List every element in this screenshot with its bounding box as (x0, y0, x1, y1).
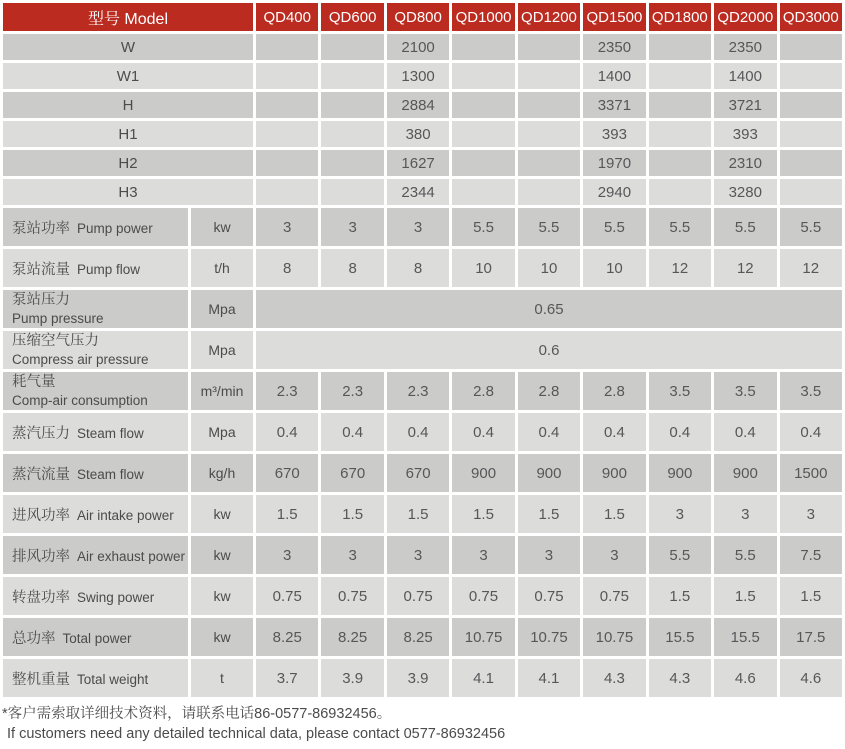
value-cell: 1.5 (387, 495, 449, 533)
spec-label-zh: 耗气量 (12, 373, 56, 390)
spec-label-zh: 进风功率 (12, 507, 70, 524)
value-cell: 1.5 (714, 577, 776, 615)
dimension-value-cell (518, 34, 580, 60)
value-cell: 1.5 (321, 495, 383, 533)
spec-label-en: Steam flow (77, 425, 144, 441)
value-cell: 4.3 (649, 659, 711, 697)
dimension-value-cell (780, 179, 843, 205)
value-cell: 3 (256, 536, 318, 574)
dimension-value-cell (780, 63, 843, 89)
value-cell: 1.5 (518, 495, 580, 533)
spec-label-en: Swing power (77, 589, 155, 605)
dimension-value-cell: 1400 (714, 63, 776, 89)
value-cell: 0.75 (256, 577, 318, 615)
value-cell: 5.5 (583, 208, 645, 246)
dimension-value-cell: 2344 (387, 179, 449, 205)
spec-label-en: Comp-air consumption (12, 392, 148, 408)
spec-row (3, 290, 842, 328)
dimension-value-cell: 2884 (387, 92, 449, 118)
dimension-value-cell: 1627 (387, 150, 449, 176)
model-column-header: QD2000 (714, 3, 776, 31)
model-column-header: QD1800 (649, 3, 711, 31)
value-cell: 12 (714, 249, 776, 287)
dimension-row (3, 63, 842, 89)
merged-value-cell: 0.6 (256, 331, 842, 369)
value-cell: 10.75 (583, 618, 645, 656)
value-cell: 0.4 (518, 413, 580, 451)
dimension-value-cell (256, 150, 318, 176)
value-cell: 4.1 (518, 659, 580, 697)
value-cell: 5.5 (714, 208, 776, 246)
model-column-header: QD3000 (780, 3, 843, 31)
spec-row (3, 208, 842, 246)
dimension-value-cell (452, 63, 514, 89)
spec-label (3, 536, 188, 574)
value-cell: 0.4 (714, 413, 776, 451)
value-cell: 0.4 (387, 413, 449, 451)
unit-cell: kw (191, 495, 253, 533)
dimension-row (3, 34, 842, 60)
value-cell: 5.5 (649, 536, 711, 574)
spec-row (3, 331, 842, 369)
merged-value-cell: 0.65 (256, 290, 842, 328)
value-cell: 3.9 (387, 659, 449, 697)
value-cell: 3 (780, 495, 843, 533)
value-cell: 17.5 (780, 618, 843, 656)
value-cell: 15.5 (649, 618, 711, 656)
value-cell: 1.5 (452, 495, 514, 533)
value-cell: 1.5 (583, 495, 645, 533)
spec-label (3, 454, 188, 492)
value-cell: 0.75 (583, 577, 645, 615)
value-cell: 3 (387, 208, 449, 246)
spec-row (3, 536, 842, 574)
value-cell: 3.5 (780, 372, 843, 410)
spec-label-en: Compress air pressure (12, 351, 149, 367)
dimension-value-cell: 393 (583, 121, 645, 147)
dimension-value-cell (518, 150, 580, 176)
spec-label (3, 208, 188, 246)
dimension-value-cell (649, 63, 711, 89)
dimension-value-cell (780, 34, 843, 60)
dimension-value-cell (321, 63, 383, 89)
dimension-label: H2 (3, 150, 253, 176)
dimension-value-cell: 2350 (583, 34, 645, 60)
spec-table-body (3, 3, 842, 697)
value-cell: 0.75 (452, 577, 514, 615)
spec-label (3, 413, 188, 451)
dimension-row (3, 179, 842, 205)
spec-row (3, 249, 842, 287)
spec-label-zh: 整机重量 (12, 671, 70, 688)
spec-label-en: Pump flow (77, 261, 141, 277)
spec-label-en: Pump power (77, 220, 153, 236)
value-cell: 4.6 (714, 659, 776, 697)
unit-cell: Mpa (191, 290, 253, 328)
dimension-value-cell (649, 34, 711, 60)
spec-label (3, 618, 188, 656)
spec-label-en: Total weight (77, 671, 149, 687)
model-column-header: QD1200 (518, 3, 580, 31)
value-cell: 670 (387, 454, 449, 492)
spec-label-en: Total power (62, 630, 132, 646)
value-cell: 2.3 (321, 372, 383, 410)
dimension-row (3, 150, 842, 176)
value-cell: 0.4 (583, 413, 645, 451)
value-cell: 12 (649, 249, 711, 287)
spec-label-zh: 转盘功率 (12, 589, 70, 606)
dimension-value-cell (452, 34, 514, 60)
spec-label (3, 659, 188, 697)
value-cell: 900 (452, 454, 514, 492)
model-column-header: QD800 (387, 3, 449, 31)
value-cell: 5.5 (518, 208, 580, 246)
dimension-label: W (3, 34, 253, 60)
dimension-row (3, 92, 842, 118)
dimension-value-cell: 3721 (714, 92, 776, 118)
value-cell: 3 (452, 536, 514, 574)
value-cell: 3 (649, 495, 711, 533)
value-cell: 8 (387, 249, 449, 287)
value-cell: 900 (649, 454, 711, 492)
value-cell: 3 (714, 495, 776, 533)
model-column-header: QD400 (256, 3, 318, 31)
value-cell: 2.8 (583, 372, 645, 410)
dimension-value-cell: 2350 (714, 34, 776, 60)
dimension-value-cell (649, 179, 711, 205)
value-cell: 3 (583, 536, 645, 574)
unit-cell: t (191, 659, 253, 697)
footer-note-en: If customers need any detailed technical data, please contact 0577-86932456 (7, 725, 506, 742)
spec-label-zh: 蒸汽流量 (12, 466, 70, 483)
spec-label (3, 495, 188, 533)
value-cell: 10.75 (452, 618, 514, 656)
value-cell: 670 (321, 454, 383, 492)
value-cell: 10.75 (518, 618, 580, 656)
spec-label-zh: 泵站流量 (12, 261, 70, 278)
value-cell: 670 (256, 454, 318, 492)
value-cell: 2.3 (256, 372, 318, 410)
spec-label-en: Steam flow (77, 466, 144, 482)
unit-cell: t/h (191, 249, 253, 287)
spec-row (3, 413, 842, 451)
dimension-value-cell (780, 92, 843, 118)
dimension-value-cell (256, 92, 318, 118)
spec-row (3, 495, 842, 533)
dimension-value-cell (321, 92, 383, 118)
spec-label-en: Air exhaust power (77, 548, 186, 564)
value-cell: 900 (518, 454, 580, 492)
model-column-header: QD1000 (452, 3, 514, 31)
dimension-label: H1 (3, 121, 253, 147)
value-cell: 0.75 (321, 577, 383, 615)
dimension-value-cell (518, 179, 580, 205)
unit-cell: kw (191, 536, 253, 574)
value-cell: 10 (452, 249, 514, 287)
value-cell: 3 (321, 536, 383, 574)
dimension-value-cell (518, 121, 580, 147)
model-column-header: QD600 (321, 3, 383, 31)
dimension-label: H3 (3, 179, 253, 205)
value-cell: 8.25 (387, 618, 449, 656)
spec-label (3, 249, 188, 287)
spec-label-en: Pump pressure (12, 310, 104, 326)
value-cell: 12 (780, 249, 843, 287)
value-cell: 3 (387, 536, 449, 574)
value-cell: 1.5 (780, 577, 843, 615)
unit-cell: m³/min (191, 372, 253, 410)
spec-label-zh: 泵站功率 (12, 220, 70, 237)
footer-note-zh: *客户需索取详细技术资料，请联系电话86-0577-86932456。 (2, 706, 392, 722)
dimension-value-cell (649, 121, 711, 147)
value-cell: 15.5 (714, 618, 776, 656)
value-cell: 3.5 (649, 372, 711, 410)
dimension-value-cell: 380 (387, 121, 449, 147)
spec-label (3, 372, 188, 410)
dimension-value-cell (649, 92, 711, 118)
value-cell: 900 (714, 454, 776, 492)
value-cell: 5.5 (649, 208, 711, 246)
dimension-value-cell: 2310 (714, 150, 776, 176)
dimension-value-cell: 3280 (714, 179, 776, 205)
value-cell: 4.1 (452, 659, 514, 697)
value-cell: 7.5 (780, 536, 843, 574)
spec-label (3, 290, 188, 328)
spec-label (3, 577, 188, 615)
spec-label-en: Air intake power (77, 507, 174, 523)
dimension-value-cell (256, 63, 318, 89)
spec-row (3, 577, 842, 615)
dimension-value-cell (256, 179, 318, 205)
spec-row (3, 454, 842, 492)
spec-label-zh: 泵站压力 (12, 291, 70, 308)
value-cell: 0.75 (387, 577, 449, 615)
unit-cell: kw (191, 208, 253, 246)
dimension-value-cell (780, 121, 843, 147)
dimension-value-cell: 1970 (583, 150, 645, 176)
dimension-row (3, 121, 842, 147)
dimension-value-cell (256, 121, 318, 147)
value-cell: 8 (256, 249, 318, 287)
value-cell: 3 (518, 536, 580, 574)
value-cell: 5.5 (452, 208, 514, 246)
value-cell: 0.75 (518, 577, 580, 615)
dimension-value-cell (321, 179, 383, 205)
value-cell: 2.8 (452, 372, 514, 410)
dimension-value-cell (649, 150, 711, 176)
unit-cell: kw (191, 577, 253, 615)
value-cell: 0.4 (649, 413, 711, 451)
unit-cell: kw (191, 618, 253, 656)
unit-cell: kg/h (191, 454, 253, 492)
spec-label (3, 331, 188, 369)
dimension-value-cell: 2100 (387, 34, 449, 60)
dimension-value-cell (452, 150, 514, 176)
value-cell: 2.8 (518, 372, 580, 410)
dimension-value-cell (256, 34, 318, 60)
spec-label-zh: 蒸汽压力 (12, 425, 70, 442)
model-column-header: QD1500 (583, 3, 645, 31)
unit-cell: Mpa (191, 331, 253, 369)
dimension-value-cell: 1400 (583, 63, 645, 89)
value-cell: 10 (583, 249, 645, 287)
value-cell: 4.6 (780, 659, 843, 697)
dimension-value-cell (780, 150, 843, 176)
dimension-value-cell (321, 121, 383, 147)
value-cell: 3 (256, 208, 318, 246)
dimension-value-cell (452, 179, 514, 205)
dimension-value-cell (452, 121, 514, 147)
value-cell: 5.5 (780, 208, 843, 246)
spec-row (3, 372, 842, 410)
spec-row (3, 659, 842, 697)
value-cell: 8.25 (321, 618, 383, 656)
dimension-value-cell: 3371 (583, 92, 645, 118)
dimension-value-cell: 1300 (387, 63, 449, 89)
dimension-value-cell: 2940 (583, 179, 645, 205)
value-cell: 4.3 (583, 659, 645, 697)
dimension-value-cell (452, 92, 514, 118)
value-cell: 1500 (780, 454, 843, 492)
value-cell: 10 (518, 249, 580, 287)
value-cell: 0.4 (452, 413, 514, 451)
model-header-cell: 型号 Model (3, 3, 253, 31)
value-cell: 8 (321, 249, 383, 287)
spec-label-zh: 排风功率 (12, 548, 70, 565)
value-cell: 3.9 (321, 659, 383, 697)
dimension-value-cell: 393 (714, 121, 776, 147)
unit-cell: Mpa (191, 413, 253, 451)
spec-label-zh: 总功率 (12, 630, 56, 647)
dimension-label: H (3, 92, 253, 118)
value-cell: 5.5 (714, 536, 776, 574)
dimension-value-cell (518, 92, 580, 118)
value-cell: 0.4 (780, 413, 843, 451)
value-cell: 900 (583, 454, 645, 492)
dimension-label: W1 (3, 63, 253, 89)
dimension-value-cell (518, 63, 580, 89)
dimension-value-cell (321, 34, 383, 60)
value-cell: 1.5 (256, 495, 318, 533)
value-cell: 3.7 (256, 659, 318, 697)
spec-label-zh: 压缩空气压力 (12, 332, 99, 349)
value-cell: 8.25 (256, 618, 318, 656)
footer-note (2, 705, 845, 744)
value-cell: 1.5 (649, 577, 711, 615)
table-header-row (3, 3, 842, 31)
spec-row (3, 618, 842, 656)
value-cell: 0.4 (321, 413, 383, 451)
value-cell: 0.4 (256, 413, 318, 451)
value-cell: 3 (321, 208, 383, 246)
dimension-value-cell (321, 150, 383, 176)
value-cell: 3.5 (714, 372, 776, 410)
value-cell: 2.3 (387, 372, 449, 410)
